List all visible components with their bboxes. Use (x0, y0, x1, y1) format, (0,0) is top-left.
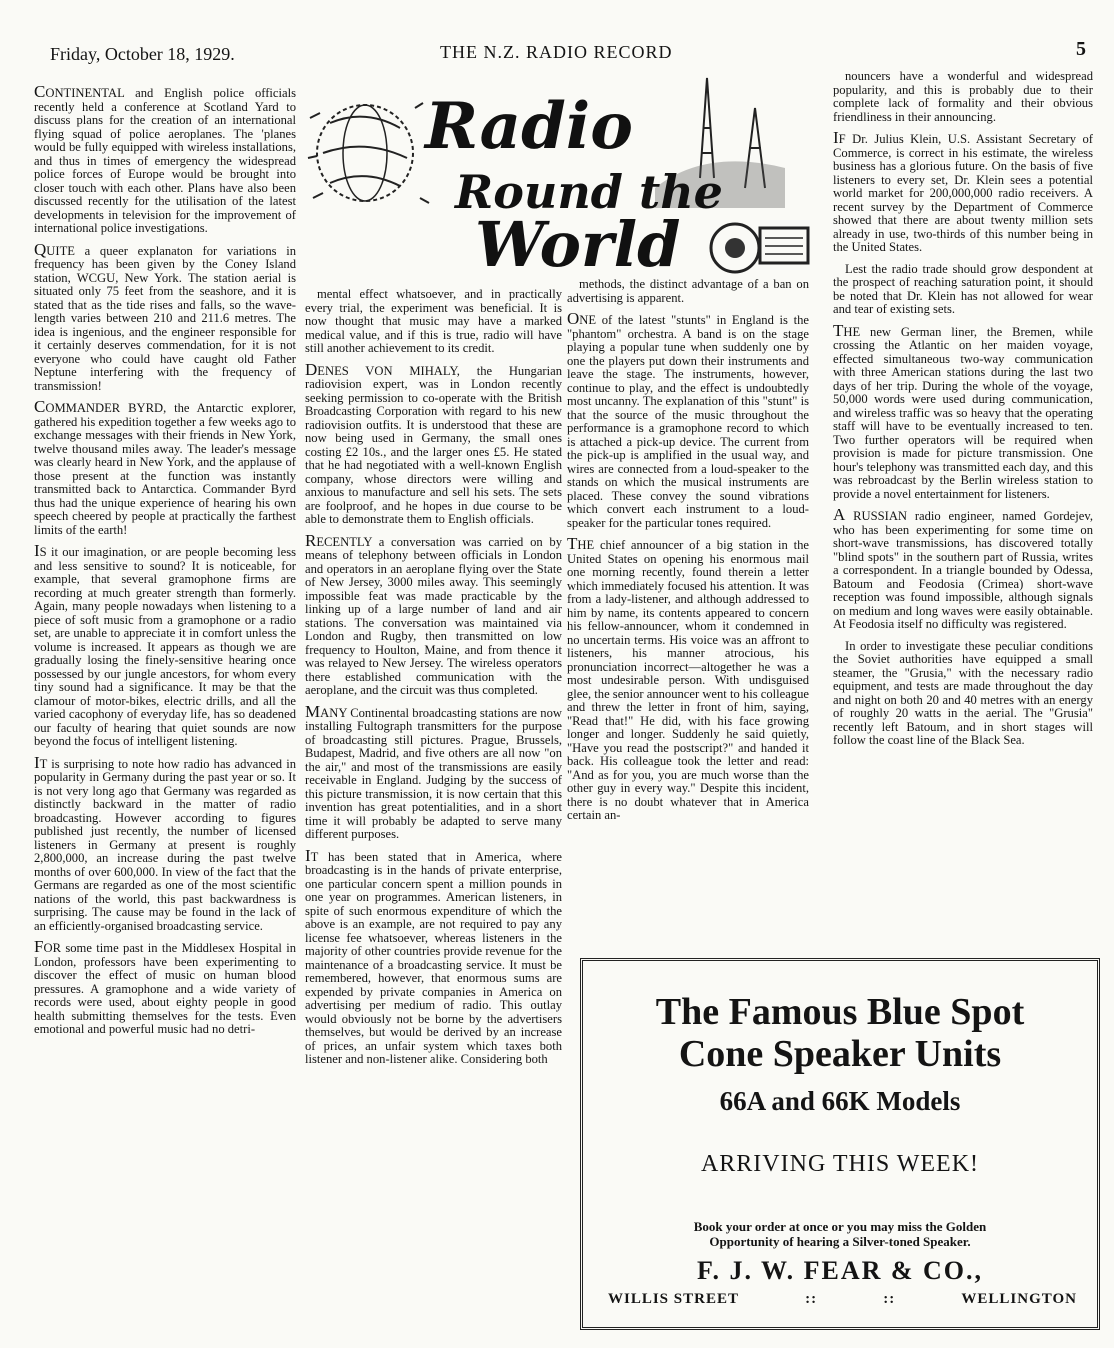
paragraph-text: a conversation was carried on by means of telephony between officials in London and operators in an aeroplane flying over the State of New Jersey, 3000 miles away. This seemingly impossible feat was made practicable by the linking up of a large number of land and air stations. The conversation was maintained via London and Rugby, then transmitted on low frequency to Houlton, Maine, and from thence it was relayed to New Jersey. The wireless operators there established communication with the aeroplane, and the circuit was thus completed. (305, 534, 562, 697)
article-column-1 (34, 86, 296, 1338)
drop-cap: A (833, 505, 846, 524)
drop-cap: D (305, 359, 318, 379)
lead-in: HE (577, 538, 595, 552)
lead-in: ONTINENTAL (45, 86, 125, 100)
ad-headline-line-1: The Famous Blue Spot (655, 991, 1025, 1033)
lead-in: OR (43, 941, 61, 955)
paragraph-text: methods, the distinct advantage of a ban on advertising is apparent. (567, 278, 809, 305)
lead-in: T (310, 849, 319, 864)
masthead: THE N.Z. RADIO RECORD (440, 42, 673, 62)
drop-cap: C (34, 397, 46, 416)
paragraph-text: Dr. Julius Klein, U.S. Assistant Secretary of Commerce, is correct in his estimate, the wireless business has a glorious future. On the basis of five listeners to every set, Dr. Klein sees a potential world market for 200,000,000 radio receivers. A recent survey by the Department of Commerce showed that there are about twenty million sets already in use, two-thirds of this number being in the United States. (833, 132, 1093, 254)
paragraph-text: is surprising to note how radio has advanced in popularity in Germany during the past year or so. It is not very long ago that Germany was regarded as distinctly backward in the matter of radio broadcasting. However according to figures published just recently, the number of licensed listeners in Germany at present is roughly 2,800,000, an increase during the past twelve months of over 600,000. In view of the fact that the Germans are regarded as one of the most scientific nations of the world, this past backwardness is surprising. The cause may be found in the lack of an efficiently-organised broadcasting service. (34, 756, 296, 933)
paragraph-text: the Hungarian radiovision expert, was in London recently seeking permission to co-operate with the British Broadcasting Corporation with regard to his new radiovision outfits. It is understood that these are now being used in Germany, the small ones costing £2 10s., and the larger ones £5. He stated that he had negotiated with a well-known English company, whose directors were willing and anxious to manufacture and sell his sets. The sets are foolproof, and he hopes in due course to be able to demonstrate them to English officials. (305, 363, 562, 526)
article-paragraph (833, 70, 1093, 124)
paragraph-text: some time past in the Middlesex Hospital in London, professors have been experimenting to discover the effect of music on human blood pressures. A gramophone and a wide variety of records were used, about eighty people in good health submitting themselves for the tests. Even emotional and powerful music had no detri- (34, 941, 296, 1036)
drop-cap: R (305, 530, 317, 550)
article-column-4 (833, 70, 1093, 950)
ad-address (608, 1291, 1077, 1308)
title-artwork (305, 68, 820, 278)
page-number: 5 (1076, 38, 1086, 60)
article-paragraph (567, 534, 809, 823)
ad-booking-line-2: Opportunity of hearing a Silver-toned Speaker. (709, 1234, 971, 1249)
article-paragraph (305, 359, 562, 527)
paragraph-text: has been stated that in America, where broadcasting is in the hands of private enterprise, one particular concern spent a million pounds in one year on programmes. American listeners, in spite of such enormous expenditure of which the above is an example, are not required to pay any license fee whatsoever, whereas listeners in the majority of other countries provide revenue for the maintenance of a broadcasting service. It must be remembered, however, that enormous sums are expended by private companies in America on advertising per medium of radio. This outlay would obviously not be borne by the advertisers themselves, but would be derived by an increase of prices, an unfair system which taxes both listener and non-listener alike. Considering both (305, 849, 562, 1066)
paragraph-text: a queer explanaton for variations in frequency has been given by the Coney Island station, WCGU, New York. The station aerial is situated only 75 feet from the seashore, and it is stated that as the tide rises and falls, so the wave-length varies between 210 and 211.6 metres. The idea is ingenious, and the engineer responsible for it certainly deserves commendation, for it is not everyone who could have caught old Father Neptune interfering with the frequency of transmission! (34, 243, 296, 393)
page-header (50, 38, 1086, 68)
article-paragraph (833, 263, 1093, 317)
article-paragraph (305, 845, 562, 1067)
ad-models: 66A and 66K Models (719, 1086, 961, 1116)
article-paragraph (34, 397, 296, 537)
paragraph-text: and English police officials recently held a conference at Scotland Yard to discuss plans for the creation of an international flying squad of police aeroplanes. The 'planes would be fully equipped with wireless installations, and thus in times of emergency the widespread police forces of Europe would be brought into closer touch with each other. Plans have also been discussed recently for the utilisation of the latest developments in television for the improvement of international police investigations. (34, 86, 296, 235)
drop-cap: I (34, 752, 40, 772)
article-paragraph (833, 505, 1093, 632)
paragraph-text: Continental broadcasting stations are now installing Fultograph transmitters for the purpose of broadcasting still pictures. Prague, Brussels, Budapest, Madrid, and five others are all now "on the air," and most of the transmissions are easily receivable in England. Judging by the success of this picture transmission, it is now certain that this invention has great potentialities, and in a short time it will probably be adapted to serve many different purposes. (305, 705, 562, 841)
article-paragraph (305, 701, 562, 842)
paragraph-text: the Antarctic explorer, gathered his expedition together a few weeks ago to exchange messages with their friends in New York, twelve thousand miles away. The leader's message was clearly heard in New York, and the applause of those present at the function was instantly transmitted back to Antarctica. Commander Byrd thus had the unique experience of hearing his own speech cheered by people at practically the farthest limits of the earth! (34, 401, 296, 537)
lead-in: OMMANDER BYRD, (45, 401, 167, 415)
ad-city: WELLINGTON (961, 1291, 1077, 1307)
drop-cap: O (567, 309, 580, 328)
ad-booking-line-1: Book your order at once or you may miss the Golden (693, 1219, 987, 1234)
ad-headline (583, 991, 1097, 1075)
lead-in: ECENTLY (316, 534, 372, 549)
article-column-2 (305, 288, 562, 1338)
lead-in: T (39, 756, 48, 771)
article-paragraph (34, 86, 296, 236)
paragraph-text: RUSSIAN radio engineer, named Gordejev, who has been experimenting for some time on short-wave transmissions, has discovered totally "blind spots" in the southern part of Russia, writes a correspondent. In a triangle bounded by Odessa, Batoum and Feodosia (Crimea) short-wave reception was found impossible, although signals on medium and long waves were easily obtainable. At Feodosia itself no difficulty was registered. (833, 509, 1093, 631)
paragraph-text: it our imagination, or are people becoming less and less sensitive to sound? It is noticeable, for example, that several gramophone firms are recording at much greater strength than formerly. Again, many people nowadays when listening to a piece of soft music from a gramophone or a radio set, are unable to appreciate it in comfort unless the volume is increased. It appears as though we are gradually losing the finely-sensitive hearing once possessed by our jungle ancestors, for whom every tiny sound had a significance. It may be that the clamour of motor-bikes, electric drills, and all the varied cacophony of everyday life, has so deadened our faculty of hearing that quiet sounds are now beyond the focus of intelligent listening. (34, 545, 296, 748)
article-paragraph (34, 239, 296, 394)
article-paragraph (833, 320, 1093, 502)
ad-arriving: ARRIVING THIS WEEK! (700, 1151, 980, 1177)
ad-firm-name: F. J. W. FEAR & CO., (696, 1256, 984, 1285)
ad-booking-note (623, 1219, 1057, 1249)
article-paragraph (34, 541, 296, 749)
drop-cap: T (567, 534, 578, 553)
drop-cap: T (833, 320, 844, 340)
loudspeaker-icon (711, 224, 808, 272)
paragraph-text: mental effect whatsoever, and in practically every trial, the experiment was beneficial. It is now thought that music may have a marked medical value, and if this is true, radio will have still another achievement to its credit. (305, 288, 562, 355)
blue-spot-advertisement (580, 958, 1100, 1330)
paragraph-text: In order to investigate these peculiar conditions the Soviet authorities have equipped a small steamer, the "Grusia," with the necessary radio equipment, and tests are made throughout the day and night on both 20 and 40 metres with an energy of roughly 20 watts in the aerial. The "Grusia" recently left Batoum, and in short stages will follow the coast line of the Black Sea. (833, 638, 1093, 747)
lead-in: HE (843, 324, 861, 339)
ad-separator-2: :: (883, 1291, 896, 1307)
article-paragraph (34, 937, 296, 1037)
article-paragraph (305, 530, 562, 698)
paragraph-text: nouncers have a wonderful and widespread popularity, and this is probably due to their complete lack of formality and their obvious friendliness in their announcing. (833, 70, 1093, 124)
drop-cap: I (34, 541, 40, 560)
paragraph-text: new German liner, the Bremen, while crossing the Atlantic on her maiden voyage, effected simultaneous two-way communication with three American stations during the last two days of her trip. During the whole of the voyage, 50,000 words were used during communication, and wireless traffic was so heavy that the operating staff will have to be eventually increased to ten. Two further operators will be required when provision is made for picture transmission. One hour's telephony was transmitted each day, and this was rebroadcast by the Berlin wireless station to provide a novel entertainment for listeners. (833, 324, 1093, 501)
article-paragraph (305, 288, 562, 356)
drop-cap: Q (34, 239, 47, 259)
drop-cap: I (305, 845, 311, 865)
drop-cap: C (34, 86, 46, 101)
article-paragraph (34, 752, 296, 934)
paragraph-text: of the latest "stunts" in England is the "phantom" orchestra. A band is on the stage playing a popular tune when suddenly one by one the players put down their instruments and leave the stage. The instruments, however, continue to play, and the effect is undoubtedly most uncanny. The explanation of this "stunt" is that the source of the music throughout the performance is a gramophone record to which is attached a pick-up device. The current from the pick-up is amplified in the usual way, and wires are connected from a loud-speaker to the stands on which the musical instruments are placed. These convey the sound vibrations which convert each instrument to a loud-speaker for the particular tones required. (567, 313, 809, 530)
lead-in: F (838, 132, 846, 146)
drop-cap: F (34, 937, 44, 956)
ad-street: WILLIS STREET (608, 1291, 739, 1307)
issue-date: Friday, October 18, 1929. (50, 44, 235, 64)
article-paragraph (833, 640, 1093, 748)
paragraph-text: chief announcer of a big station in the United States on opening his enormous mail one morning recently, found therein a letter which immediately focused his attention. It was from a lady-listener, and although addressed to him by name, its contents appeared to concern his fellow-announcer, whom it condemned in no uncertain terms. His voice was an affront to listeners, his manner atrocious, his pronunciation incorrect—altogether he was a most undesirable person. With undisguised glee, the senior announcer went to his colleague and threw the letter in front of him, saying, "Read that!" He did, with his face growing longer and longer. Suddenly he said quietly, "Have you read the postscript?" and handed it back. His colleague took the letter and read: "And as for you, you are much worse than the other guy in every way." Despite this incident, there is no doubt whatever that in America certain an- (567, 538, 809, 822)
drop-cap: M (305, 701, 321, 721)
lead-in: UITE (46, 243, 75, 258)
ad-separator-1: :: (805, 1291, 818, 1307)
lead-in: ANY (320, 705, 347, 720)
paragraph-text: Lest the radio trade should grow despondent at the prospect of reaching saturation point, it should be noted that Dr. Klein has not allowed for wear and tear of existing sets. (833, 261, 1093, 316)
globe-icon (308, 103, 429, 203)
article-paragraph (833, 128, 1093, 255)
lead-in: NE (579, 313, 597, 327)
article-paragraph (567, 309, 809, 530)
title-line-3: World (475, 208, 681, 278)
lead-in: S (39, 545, 47, 559)
lead-in: ENES VON MIHALY, (317, 363, 460, 378)
drop-cap: I (833, 128, 839, 147)
article-paragraph (567, 278, 809, 305)
title-line-1: Radio (425, 89, 633, 164)
ad-headline-line-2: Cone Speaker Units (678, 1033, 1002, 1075)
title-line-2: Round the (455, 165, 723, 219)
